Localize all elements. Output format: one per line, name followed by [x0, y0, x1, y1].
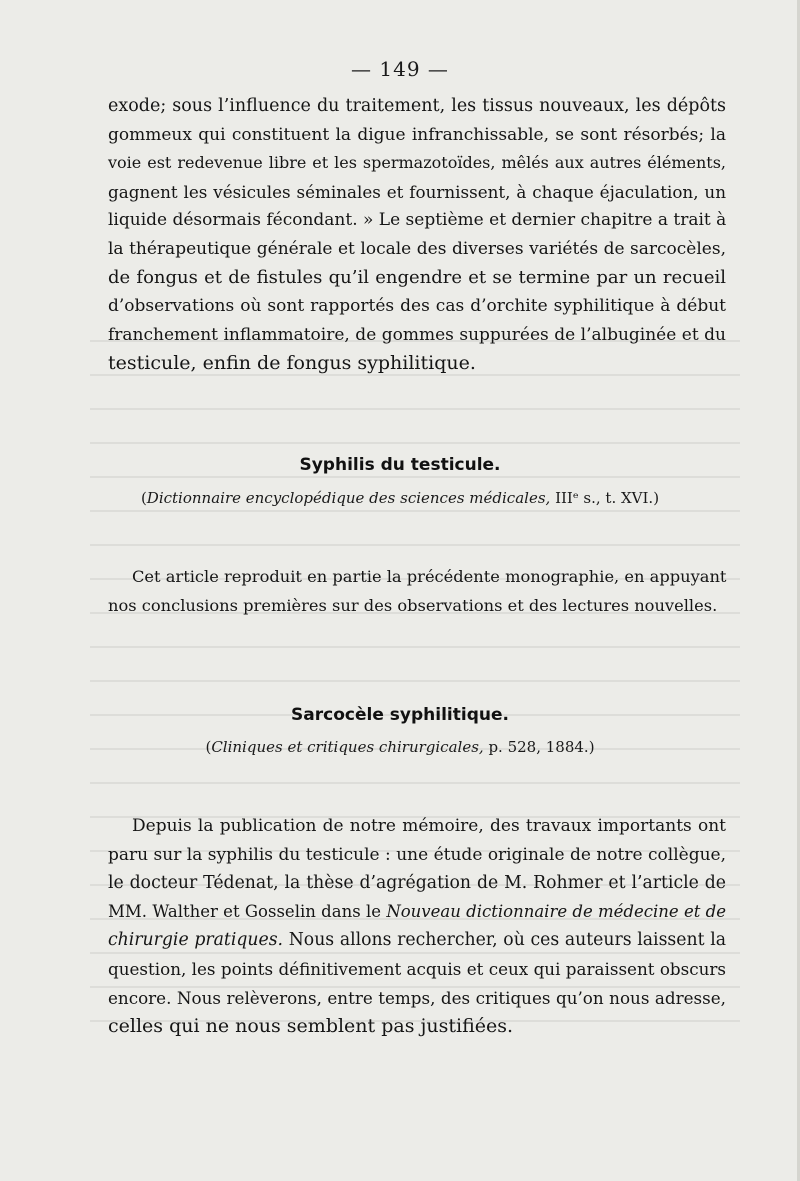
text-line: encore. Nous relèverons, entre temps, des critiques qu’on nous adresse, [108, 987, 726, 1008]
text-line: gommeux qui constituent la digue infranchissable, se sont résorbés; la [108, 124, 726, 145]
text-line: nos conclusions premières sur des observations et des lectures nouvelles. [108, 595, 718, 615]
text-line: franchement inflammatoire, de gommes suppurées de l’albuginée et du [108, 324, 726, 345]
text-line: le docteur Tédenat, la thèse d’agrégation de M. Rohmer et l’article de [108, 873, 726, 894]
text-line: Cet article reproduit en partie la précédente monographie, en appuyant [132, 567, 727, 586]
text-line: la thérapeutique générale et locale des diverses variétés de sarcocèles, [108, 238, 726, 259]
paragraph-3 [108, 812, 726, 1041]
italic-title: Nouveau dictionnaire de médecine et de [386, 901, 726, 921]
text-line: de fongus et de fistules qu’il engendre et se termine par un recueil [108, 266, 726, 288]
text-line: voie est redevenue libre et les spermazotoïdes, mêlés aux autres éléments, [108, 153, 726, 173]
text-line: Depuis la publication de notre mémoire, des travaux importants ont [132, 816, 726, 836]
section-source-2: (Cliniques et critiques chirurgicales, p. 528, 1884.) [205, 738, 595, 756]
text-line [108, 898, 726, 927]
source-detail: p. 528, 1884. [483, 738, 589, 756]
section-heading-sarcocele: Sarcocèle syphilitique. [291, 705, 509, 725]
section-heading-syphilis: Syphilis du testicule. [299, 455, 501, 475]
text-line: paru sur la syphilis du testicule : une étude originale de notre collègue, [108, 844, 726, 865]
source-title: Cliniques et critiques chirurgicales, [211, 738, 484, 756]
source-title: Dictionnaire encyclopédique des sciences médicales, [146, 489, 551, 507]
text-line: question, les points définitivement acquis et ceux qui paraissent obscurs [108, 958, 726, 979]
text-line [108, 926, 726, 955]
section-source-1: (Dictionnaire encyclopédique des sciences médicales, IIIᵉ s., t. XVI.) [140, 489, 660, 507]
paragraph-1 [108, 92, 726, 378]
italic-title: chirurgie pratiques. [108, 930, 284, 951]
text-segment: MM. Walther et Gosselin dans le [108, 901, 387, 921]
paragraph-2 [108, 563, 726, 620]
text-line: testicule, enfin de fongus syphilitique. [108, 352, 476, 375]
text-segment: Nous allons rechercher, où ces auteurs laissent la [283, 930, 726, 951]
text-line: d’observations où sont rapportés des cas d’orchite syphilitique à début [108, 296, 726, 317]
text-line: gagnent les vésicules séminales et fournissent, à chaque éjaculation, un [108, 181, 726, 202]
page-number: — 149 — [351, 57, 449, 81]
source-detail: IIIᵉ s., t. XVI. [550, 489, 654, 507]
text-line: celles qui ne nous semblent pas justifiées. [108, 1015, 514, 1038]
text-line: exode; sous l’influence du traitement, les tissus nouveaux, les dépôts [108, 96, 726, 116]
text-line: liquide désormais fécondant. » Le septième et dernier chapitre a trait à [108, 210, 727, 231]
